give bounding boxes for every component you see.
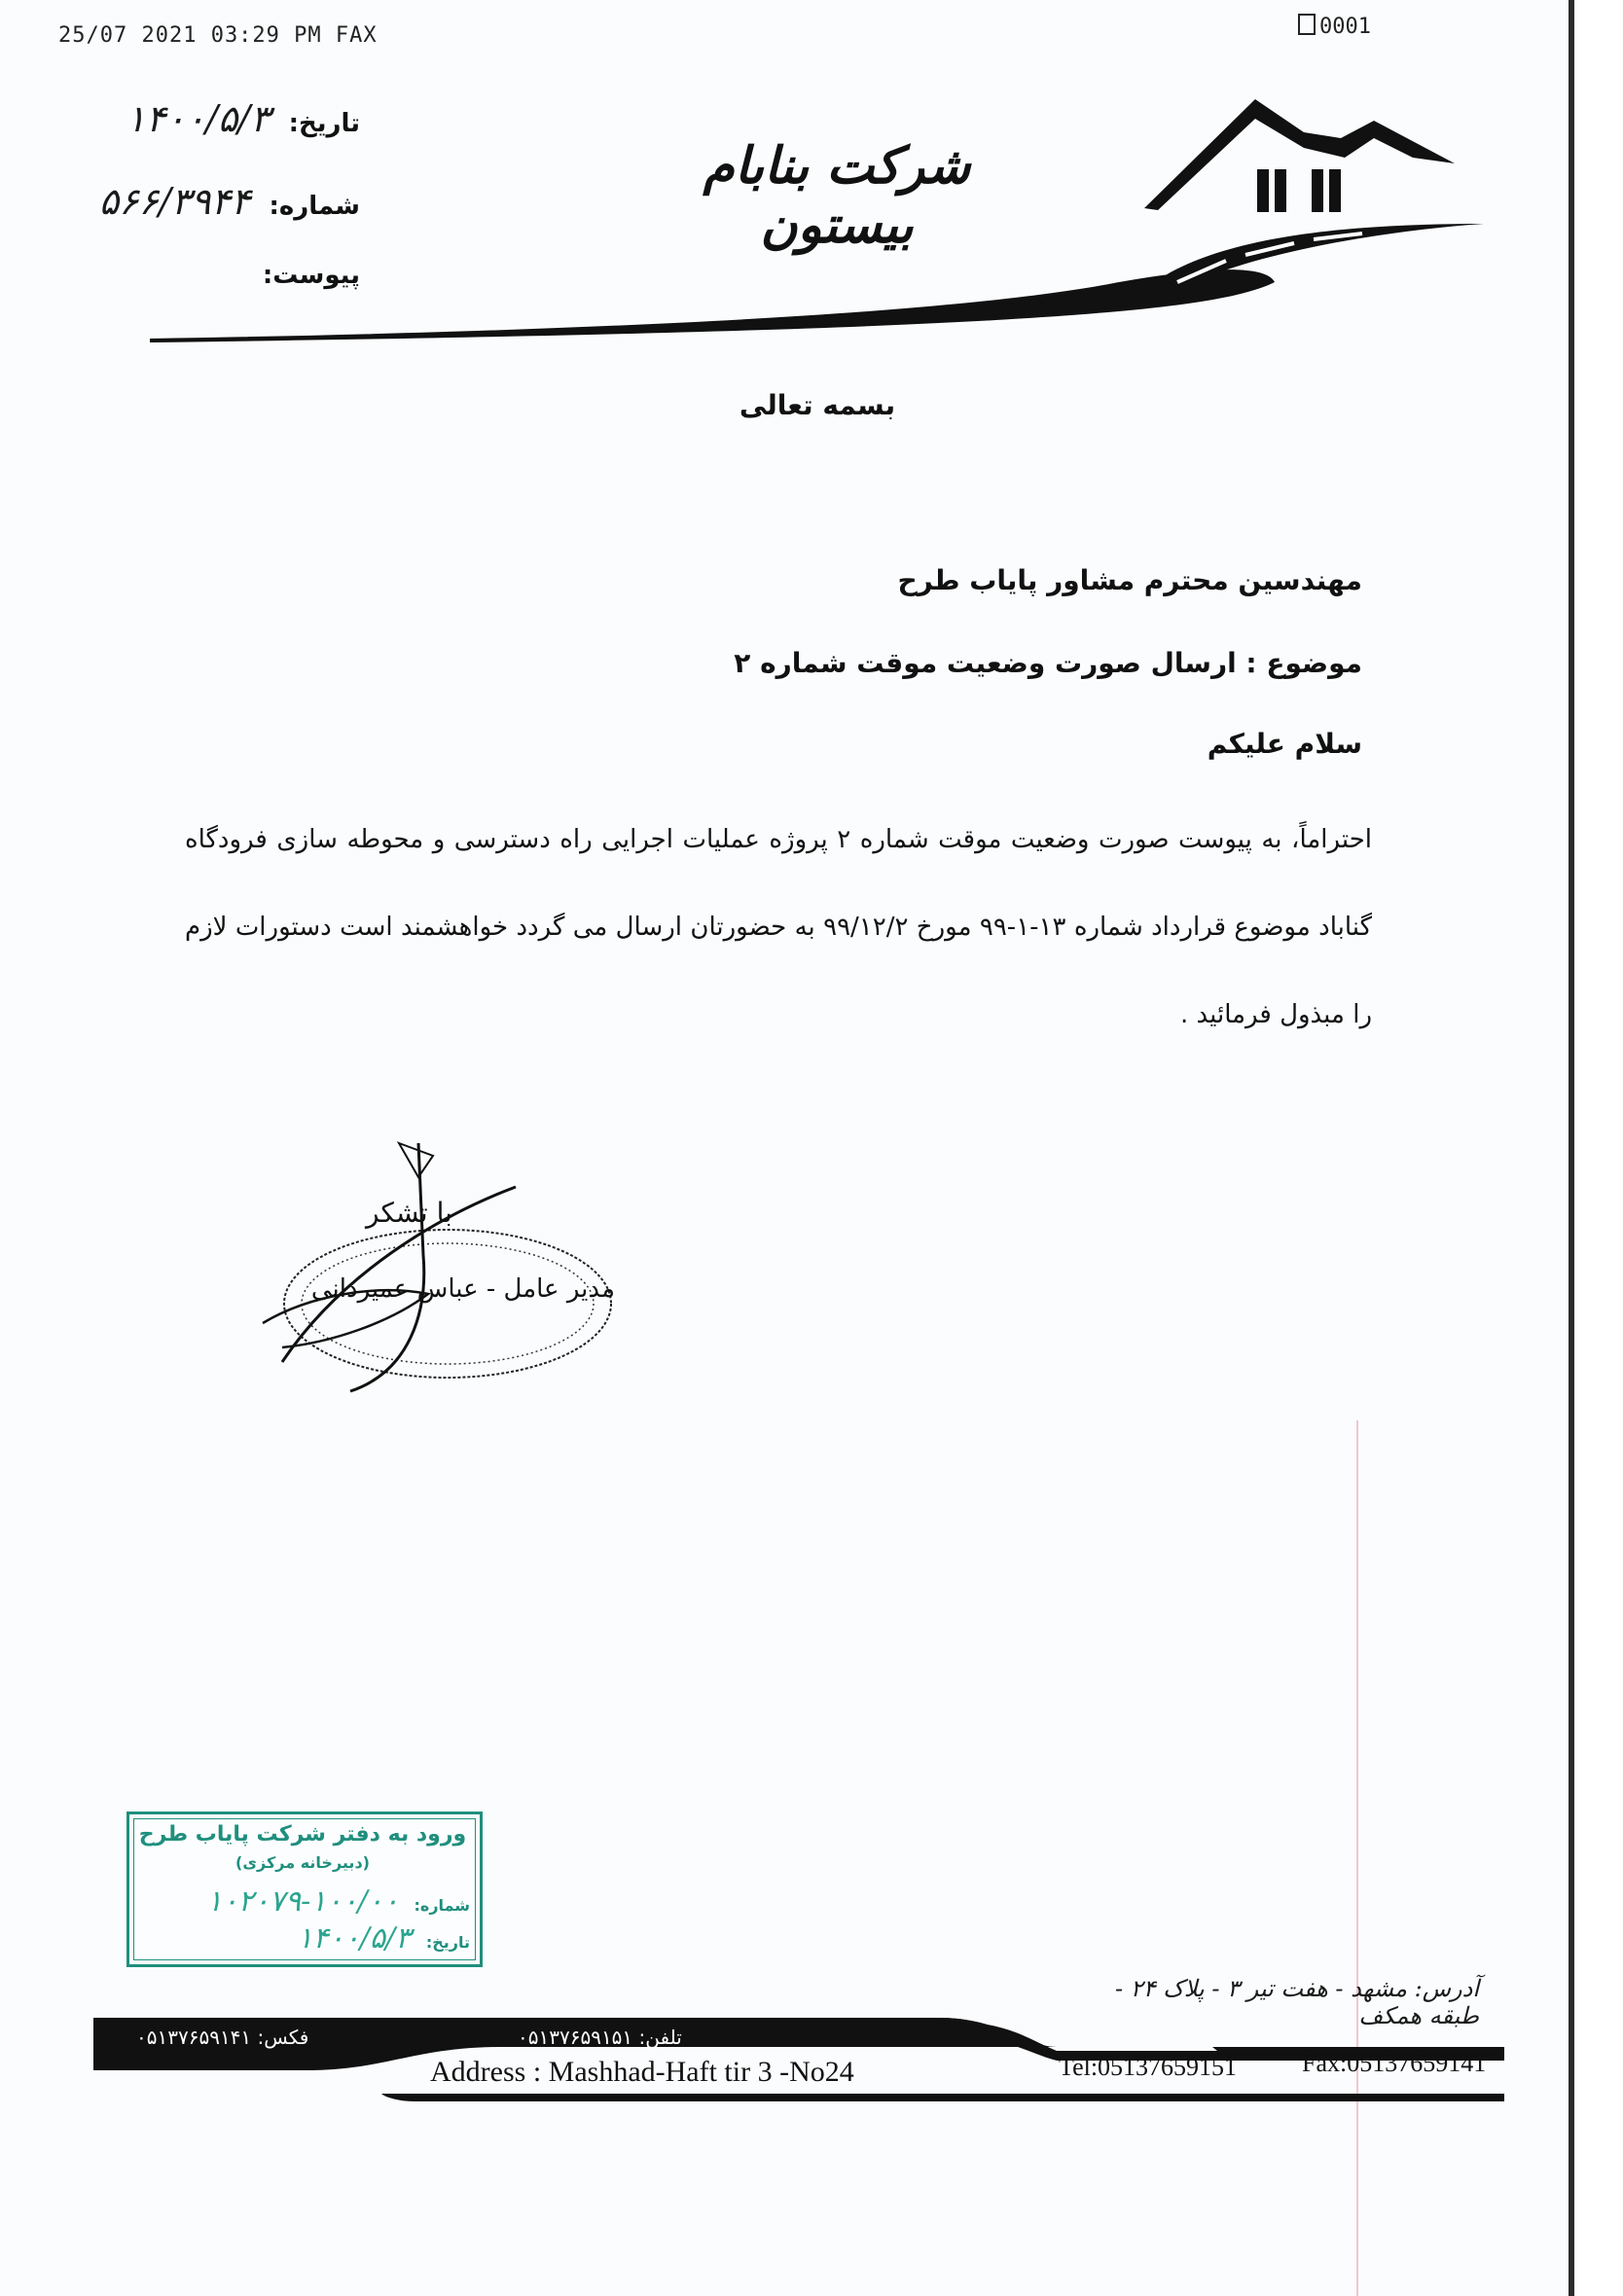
signature-block bbox=[224, 1138, 632, 1411]
footer-phone-fa: تلفن: ۰۵۱۳۷۶۵۹۱۵۱ bbox=[518, 2026, 682, 2049]
bismillah-heading: بسمه تعالی bbox=[739, 389, 896, 421]
number-value: ۵۶۶/۳۹۴۴ bbox=[98, 180, 251, 223]
fax-header: 25/07 2021 03:29 PM FAX bbox=[58, 23, 378, 48]
stamp-date-value: ۱۴۰۰/۵/۳ bbox=[297, 1921, 412, 1955]
date-value: ۱۴۰۰/۵/۳ bbox=[126, 97, 270, 140]
company-name: شرکت بنابام بیستون bbox=[703, 136, 971, 255]
page-icon bbox=[1298, 14, 1316, 35]
footer-tel-en: Tel:05137659151 bbox=[1059, 2053, 1238, 2081]
signature-thanks: با تشکر bbox=[366, 1197, 452, 1229]
signature-title: مدیر عامل - عباس عمیردانی bbox=[310, 1274, 615, 1304]
subject-line: موضوع : ارسال صورت وضعیت موقت شماره ۲ bbox=[734, 647, 1362, 679]
stamp-title: ورود به دفتر شرکت پایاب طرح bbox=[138, 1822, 467, 1847]
stamp-subtitle: (دبیرخانه مرکزی) bbox=[235, 1853, 370, 1872]
stamp-number-value: ۱۰۰/۰۰-۱۰۲۰۷۹ bbox=[206, 1884, 399, 1919]
letter-body: احتراماً، به پیوست صورت وضعیت موقت شماره ۲ پروژه عملیات اجرایی راه دسترسی و محوطه سازی فرودگاه گناباد موضوع قرارداد شماره ۱۳-۱-۹۹ مورخ ۹۹/۱۲/۲ به حضورتان ارسال می گردد خواهشمند است دستورات لازم را مبذول فرمائید . bbox=[185, 825, 1372, 1029]
date-label: تاریخ: bbox=[288, 109, 360, 138]
stamp-date-label: تاریخ: bbox=[425, 1933, 470, 1952]
footer-address-en: Address : Mashhad-Haft tir 3 -No24 bbox=[430, 2056, 854, 2088]
footer-fax-en: Fax:05137659141 bbox=[1302, 2049, 1487, 2077]
scan-edge-line bbox=[1569, 0, 1574, 2296]
attachment-label: پیوست: bbox=[262, 261, 360, 290]
fax-page-number bbox=[1298, 14, 1371, 39]
received-stamp bbox=[126, 1812, 483, 1967]
fold-mark-line bbox=[1356, 1420, 1358, 2296]
addressee: مهندسین محترم مشاور پایاب طرح bbox=[897, 564, 1362, 596]
salutation: سلام علیکم bbox=[1207, 728, 1362, 760]
scan-margin bbox=[1576, 0, 1623, 2296]
stamp-date-row bbox=[139, 1921, 470, 1955]
number-label: شماره: bbox=[269, 192, 360, 221]
stamp-number-label: شماره: bbox=[414, 1896, 470, 1915]
page-number-text: 0001 bbox=[1319, 15, 1371, 39]
stamp-number-row bbox=[139, 1884, 470, 1919]
footer-fax-fa: فکس: ۰۵۱۳۷۶۵۹۱۴۱ bbox=[136, 2026, 309, 2049]
footer-address-fa: آدرس: مشهد - هفت تیر ۳ - پلاک ۲۴ - طبقه همکف bbox=[1115, 1975, 1479, 2029]
